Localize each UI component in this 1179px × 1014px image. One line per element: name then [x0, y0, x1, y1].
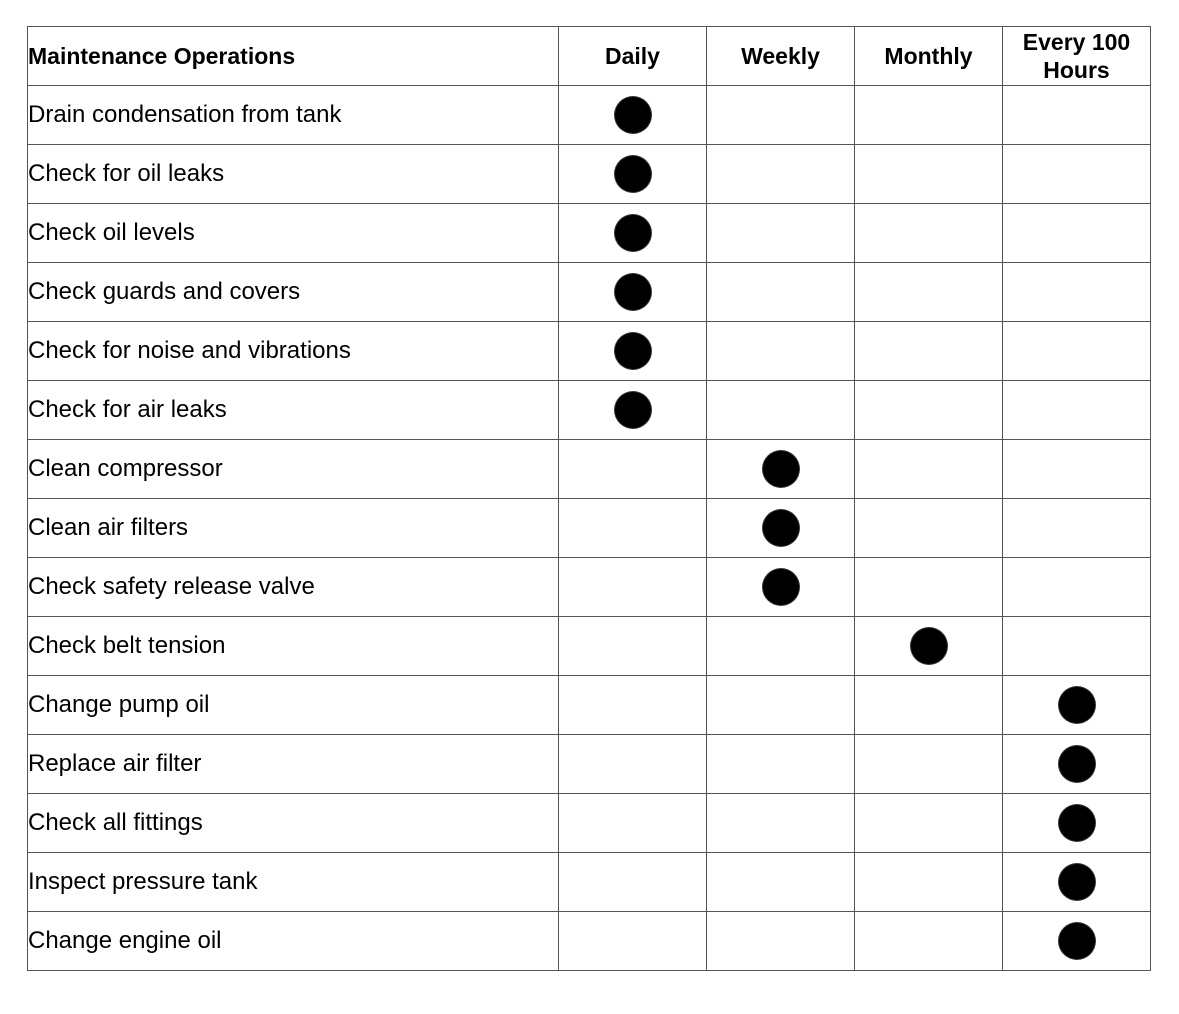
schedule-cell: [1003, 499, 1151, 558]
header-maintenance-operations: Maintenance Operations: [28, 27, 559, 86]
filled-circle-icon: [1059, 864, 1095, 900]
schedule-cell: [707, 676, 855, 735]
schedule-cell: [1003, 794, 1151, 853]
schedule-cell: [1003, 381, 1151, 440]
operation-cell: Check guards and covers: [28, 263, 559, 322]
schedule-cell: [855, 794, 1003, 853]
schedule-body: [28, 86, 1151, 971]
filled-circle-icon: [615, 333, 651, 369]
schedule-cell: [1003, 263, 1151, 322]
schedule-cell: [559, 912, 707, 971]
operation-cell: Check belt tension: [28, 617, 559, 676]
schedule-cell: [1003, 145, 1151, 204]
schedule-cell: [855, 440, 1003, 499]
filled-circle-icon: [763, 451, 799, 487]
schedule-cell: [707, 853, 855, 912]
schedule-cell: [1003, 617, 1151, 676]
schedule-cell: [559, 499, 707, 558]
schedule-cell: [707, 558, 855, 617]
header-every-100-hours: Every 100 Hours: [1003, 27, 1151, 86]
filled-circle-icon: [911, 628, 947, 664]
operation-cell: Clean compressor: [28, 440, 559, 499]
schedule-cell: [707, 440, 855, 499]
filled-circle-icon: [615, 97, 651, 133]
schedule-cell: [559, 381, 707, 440]
operation-cell: Inspect pressure tank: [28, 853, 559, 912]
schedule-cell: [559, 558, 707, 617]
schedule-cell: [707, 322, 855, 381]
schedule-cell: [707, 204, 855, 263]
schedule-cell: [855, 735, 1003, 794]
operation-cell: Check for noise and vibrations: [28, 322, 559, 381]
operation-cell: Clean air filters: [28, 499, 559, 558]
schedule-cell: [707, 912, 855, 971]
schedule-cell: [559, 263, 707, 322]
header-row: [28, 27, 1151, 86]
schedule-cell: [855, 145, 1003, 204]
schedule-cell: [559, 853, 707, 912]
schedule-cell: [559, 204, 707, 263]
filled-circle-icon: [1059, 805, 1095, 841]
operation-cell: Check for oil leaks: [28, 145, 559, 204]
schedule-cell: [707, 263, 855, 322]
schedule-cell: [855, 86, 1003, 145]
schedule-cell: [1003, 912, 1151, 971]
schedule-cell: [707, 794, 855, 853]
operation-cell: Replace air filter: [28, 735, 559, 794]
schedule-cell: [707, 617, 855, 676]
table-row: [28, 381, 1151, 440]
schedule-cell: [707, 499, 855, 558]
table-row: [28, 86, 1151, 145]
table-row: [28, 499, 1151, 558]
operation-cell: Check oil levels: [28, 204, 559, 263]
schedule-cell: [1003, 86, 1151, 145]
table-row: [28, 912, 1151, 971]
operation-cell: Check safety release valve: [28, 558, 559, 617]
schedule-cell: [855, 204, 1003, 263]
filled-circle-icon: [1059, 687, 1095, 723]
schedule-cell: [855, 322, 1003, 381]
table-row: [28, 617, 1151, 676]
filled-circle-icon: [1059, 746, 1095, 782]
schedule-cell: [559, 735, 707, 794]
header-weekly: Weekly: [707, 27, 855, 86]
schedule-cell: [1003, 322, 1151, 381]
filled-circle-icon: [763, 510, 799, 546]
maintenance-schedule-table: [27, 26, 1151, 971]
schedule-cell: [559, 617, 707, 676]
table-row: [28, 735, 1151, 794]
schedule-cell: [855, 617, 1003, 676]
schedule-cell: [1003, 558, 1151, 617]
schedule-cell: [1003, 676, 1151, 735]
filled-circle-icon: [615, 156, 651, 192]
operation-cell: Check all fittings: [28, 794, 559, 853]
schedule-cell: [707, 735, 855, 794]
schedule-cell: [559, 86, 707, 145]
table-row: [28, 145, 1151, 204]
table-row: [28, 676, 1151, 735]
schedule-cell: [559, 145, 707, 204]
schedule-cell: [707, 145, 855, 204]
schedule-cell: [1003, 853, 1151, 912]
schedule-cell: [1003, 735, 1151, 794]
schedule-cell: [855, 853, 1003, 912]
operation-cell: Change pump oil: [28, 676, 559, 735]
filled-circle-icon: [615, 274, 651, 310]
schedule-cell: [559, 676, 707, 735]
schedule-cell: [559, 322, 707, 381]
schedule-cell: [855, 381, 1003, 440]
table-row: [28, 794, 1151, 853]
header-monthly: Monthly: [855, 27, 1003, 86]
schedule-cell: [707, 381, 855, 440]
operation-cell: Drain condensation from tank: [28, 86, 559, 145]
filled-circle-icon: [615, 215, 651, 251]
table-row: [28, 558, 1151, 617]
schedule-cell: [855, 912, 1003, 971]
table-row: [28, 204, 1151, 263]
filled-circle-icon: [615, 392, 651, 428]
operation-cell: Change engine oil: [28, 912, 559, 971]
schedule-cell: [855, 499, 1003, 558]
table-row: [28, 853, 1151, 912]
schedule-cell: [1003, 440, 1151, 499]
filled-circle-icon: [1059, 923, 1095, 959]
schedule-cell: [855, 558, 1003, 617]
filled-circle-icon: [763, 569, 799, 605]
schedule-cell: [1003, 204, 1151, 263]
schedule-cell: [855, 676, 1003, 735]
table-row: [28, 322, 1151, 381]
schedule-cell: [559, 440, 707, 499]
header-daily: Daily: [559, 27, 707, 86]
table-row: [28, 440, 1151, 499]
schedule-cell: [707, 86, 855, 145]
operation-cell: Check for air leaks: [28, 381, 559, 440]
schedule-cell: [559, 794, 707, 853]
schedule-cell: [855, 263, 1003, 322]
table-row: [28, 263, 1151, 322]
